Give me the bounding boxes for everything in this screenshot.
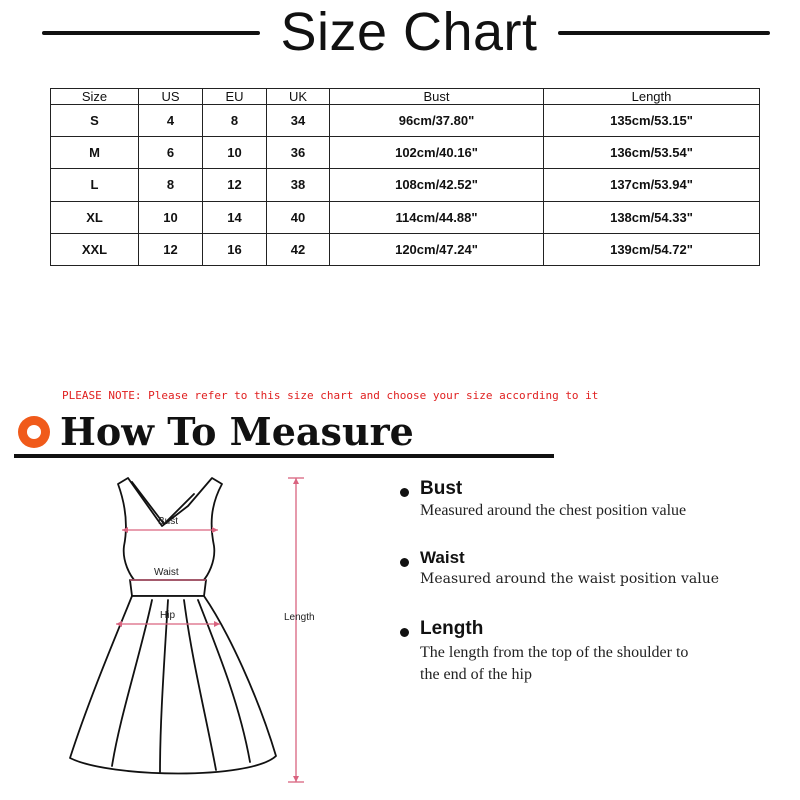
measure-title: Length [420,618,484,639]
table-row [51,105,760,137]
cell-size: M [51,137,139,169]
cell-size: XXL [51,233,139,265]
table-row [51,201,760,233]
header-bust: Bust [330,89,544,105]
hip-label: Hip [160,610,176,621]
cell-eu: 10 [203,137,267,169]
size-chart-header [0,0,800,70]
cell-size: L [51,169,139,201]
measure-title: Bust [420,478,463,499]
bust-label: Bust [158,516,179,527]
cell-length: 139cm/54.72" [544,233,760,265]
measure-desc: The length from the top of the shoulder to [420,644,689,661]
cell-eu: 14 [203,201,267,233]
cell-size: S [51,105,139,137]
cell-bust: 102cm/40.16" [330,137,544,169]
dress-diagram [60,466,330,796]
cell-length: 138cm/54.33" [544,201,760,233]
how-to-measure-rule [14,454,554,458]
bust-arrow-right [212,527,218,533]
cell-us: 10 [139,201,203,233]
cell-uk: 38 [267,169,330,201]
measure-desc: Measured around the waist position value [420,571,720,587]
dress-waistband-outline [130,580,206,596]
measure-desc: Measured around the chest position value [420,502,687,519]
cell-length: 137cm/53.94" [544,169,760,201]
cell-eu: 16 [203,233,267,265]
page-title: Size Chart [280,2,538,62]
bullet-icon [400,488,409,497]
cell-us: 6 [139,137,203,169]
header-length: Length [544,89,760,105]
length-label: Length [284,612,315,623]
measure-desc: the end of the hip [420,666,532,683]
table-row [51,137,760,169]
table-header-row [51,89,760,105]
target-circle-icon [18,416,50,448]
title-rule-left [42,31,260,35]
cell-bust: 120cm/47.24" [330,233,544,265]
bullet-icon [400,558,409,567]
cell-eu: 8 [203,105,267,137]
how-to-measure-title: How To Measure [60,409,414,454]
table-row [51,233,760,265]
cell-size: XL [51,201,139,233]
cell-bust: 96cm/37.80" [330,105,544,137]
cell-us: 4 [139,105,203,137]
length-arrow-bottom [293,776,299,782]
cell-uk: 42 [267,233,330,265]
cell-uk: 36 [267,137,330,169]
header-uk: UK [267,89,330,105]
length-arrow-top [293,478,299,484]
cell-bust: 108cm/42.52" [330,169,544,201]
dress-skirt-outline [70,596,276,774]
waist-label: Waist [154,567,179,578]
cell-uk: 34 [267,105,330,137]
header-us: US [139,89,203,105]
size-note: PLEASE NOTE: Please refer to this size chart and choose your size according to it [62,389,599,402]
cell-bust: 114cm/44.88" [330,201,544,233]
cell-us: 8 [139,169,203,201]
cell-us: 12 [139,233,203,265]
cell-length: 135cm/53.15" [544,105,760,137]
table-row [51,169,760,201]
cell-length: 136cm/53.54" [544,137,760,169]
header-eu: EU [203,89,267,105]
title-rule-right [558,31,770,35]
header-size: Size [51,89,139,105]
cell-eu: 12 [203,169,267,201]
cell-uk: 40 [267,201,330,233]
measure-title: Waist [420,548,465,567]
size-table [50,88,760,266]
bullet-icon [400,628,409,637]
